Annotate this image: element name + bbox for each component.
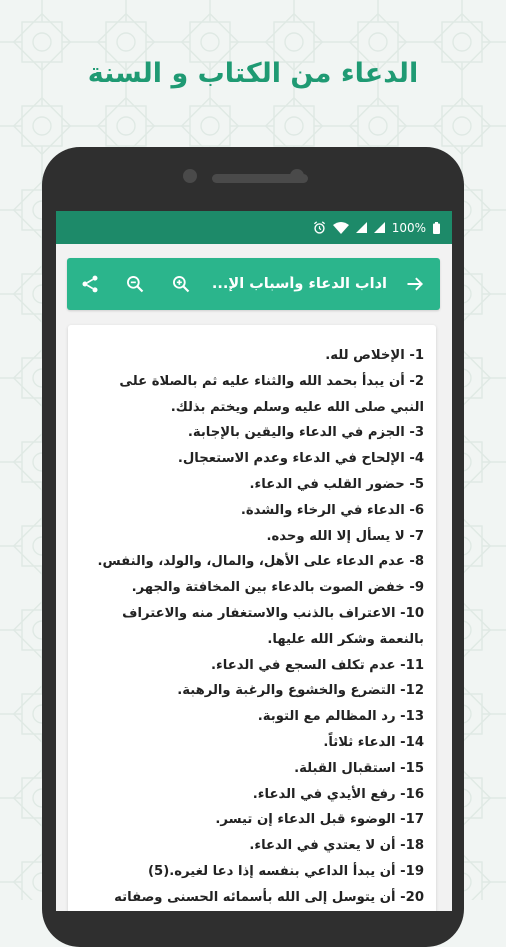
phone-screen xyxy=(56,211,452,911)
phone-camera-left xyxy=(183,169,197,183)
content-line: 7- لا يسأل إلا الله وحده. xyxy=(266,528,424,544)
battery-icon xyxy=(433,222,440,234)
zoom-out-icon xyxy=(125,274,145,294)
battery-level: 100% xyxy=(391,220,426,235)
content-line: النبي صلى الله عليه وسلم ويختم بذلك. xyxy=(170,399,424,415)
content-line: 18- أن لا يعتدي في الدعاء. xyxy=(249,838,424,854)
share-button[interactable] xyxy=(74,268,106,300)
content-line: 14- الدعاء ثلاثاً. xyxy=(323,734,424,750)
content-line: 17- الوضوء قبل الدعاء إن تيسر. xyxy=(215,812,424,828)
content-line: 10- الاعتراف بالذنب والاستغفار منه والاعتراف xyxy=(122,605,424,621)
toolbar xyxy=(67,258,440,310)
share-icon xyxy=(80,274,100,294)
arrow-right-icon xyxy=(405,274,425,294)
back-button[interactable] xyxy=(399,268,431,300)
content-line: بالنعمة وشكر الله عليها. xyxy=(267,631,424,647)
content-line: 2- أن يبدأ بحمد الله والثناء عليه ثم بالصلاة على xyxy=(119,373,424,389)
alarm-icon xyxy=(313,221,326,234)
content-line: 15- استقبال القبلة. xyxy=(294,760,424,776)
content-line: 6- الدعاء في الرخاء والشدة. xyxy=(240,502,424,518)
status-bar xyxy=(56,211,452,244)
zoom-in-button[interactable] xyxy=(165,268,197,300)
wifi-icon xyxy=(333,222,349,234)
content-line: 20- أن يتوسل إلى الله بأسمائه الحسنى وصفاته xyxy=(114,889,424,905)
content-text xyxy=(68,325,436,911)
content-line: 12- التضرع والخشوع والرغبة والرهبة. xyxy=(177,683,424,699)
content-line: 8- عدم الدعاء على الأهل، والمال، والولد، والنفس. xyxy=(97,554,424,570)
content-card xyxy=(68,325,436,911)
content-line: 9- خفض الصوت بالدعاء بين المخافتة والجهر. xyxy=(131,580,424,596)
zoom-in-icon xyxy=(171,274,191,294)
signal-icon xyxy=(356,222,367,233)
zoom-out-button[interactable] xyxy=(119,268,151,300)
promo-title: الدعاء من الكتاب و السنة xyxy=(87,58,419,89)
content-line: 19- أن يبدأ الداعي بنفسه إذا دعا لغيره.(5) xyxy=(148,863,424,879)
signal-icon-2 xyxy=(374,222,385,233)
phone-camera-right xyxy=(290,169,304,183)
content-line: 13- رد المظالم مع التوبة. xyxy=(257,709,424,725)
content-line: 11- عدم تكلف السجع في الدعاء. xyxy=(211,657,424,673)
content-line: 1- الإخلاص لله. xyxy=(325,348,424,363)
content-line: 3- الجزم في الدعاء واليقين بالإجابة. xyxy=(187,425,424,441)
content-line: 16- رفع الأيدي في الدعاء. xyxy=(252,786,424,802)
content-line: 4- الإلحاح في الدعاء وعدم الاستعجال. xyxy=(177,451,424,467)
page-title: آداب الدعاء وأسباب الإ... xyxy=(211,276,387,292)
content-line: 5- حضور القلب في الدعاء. xyxy=(249,476,424,492)
